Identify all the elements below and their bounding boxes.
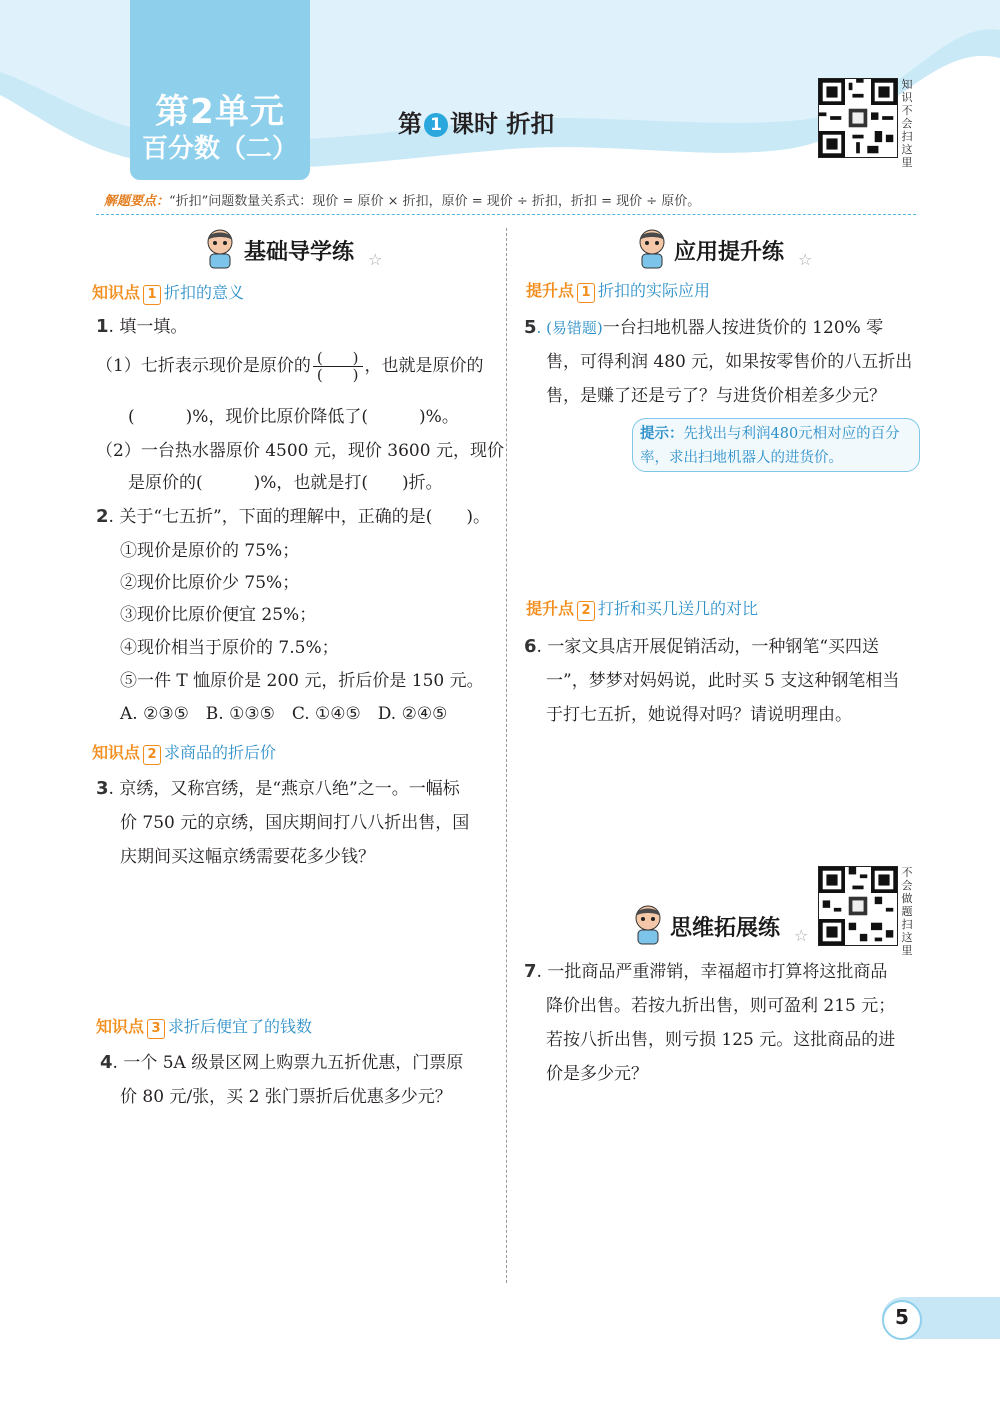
question-6-line: 一”，梦梦对妈妈说，此时买 5 支这种钢笔相当	[546, 671, 900, 691]
question-2-item: ③现价比原价便宜 25%；	[120, 605, 317, 625]
lesson-suffix: 课时 折扣	[450, 110, 555, 138]
section-title-basic: 基础导学练	[244, 240, 355, 265]
question-2-item: ⑤一件 T 恤原价是 200 元，折后价是 150 元。	[120, 671, 484, 691]
question-1-part1-cont: ( )%，现价比原价降低了( )%。	[128, 407, 459, 427]
lesson-prefix: 第	[398, 110, 422, 138]
lesson-number-badge: 1	[424, 113, 448, 137]
question-2-item: ②现价比原价少 75%；	[120, 573, 300, 593]
star-icon: ☆	[368, 250, 383, 269]
mascot-icon	[632, 228, 672, 270]
mascot-icon	[200, 228, 240, 270]
tip-label: 解题要点：	[104, 194, 170, 209]
fraction-blank[interactable]: $\frac{( )}{( )}$	[313, 350, 363, 383]
question-1-part1: （1）七折表示现价是原价的 $\frac{( )}{( )}$ ，也就是原价的	[96, 349, 484, 384]
tip-text	[104, 190, 700, 209]
qr-code-icon[interactable]	[818, 78, 898, 158]
qr-caption: 知识不会扫这里	[901, 78, 913, 169]
section-title-advanced: 应用提升练	[674, 240, 785, 265]
question-7-line: 降价出售。若按九折出售，则可盈利 215 元；	[546, 996, 896, 1016]
question-6-line: 6. 一家文具店开展促销活动，一种钢笔“买四送	[524, 636, 880, 657]
question-2-item: ①现价是原价的 75%；	[120, 541, 300, 561]
question-6-line: 于打七五折，她说得对吗？请说明理由。	[546, 705, 852, 725]
improvement-point-2: 提升点 2 打折和买几送几的对比	[526, 596, 758, 621]
qr-caption: 不会做题扫这里	[901, 866, 913, 957]
question-1-stem: 1. 填一填。	[96, 316, 188, 337]
star-icon: ☆	[798, 250, 813, 269]
question-5-line: 售，可得利润 480 元，如果按零售价的八五折出	[546, 352, 913, 372]
question-2-stem: 2. 关于“七五折”，下面的理解中，正确的是( )。	[96, 506, 490, 527]
lesson-title	[398, 104, 554, 139]
unit-subtitle: 百分数（二）	[141, 134, 298, 164]
question-1-part2-cont: 是原价的( )%，也就是打( )折。	[128, 473, 443, 493]
knowledge-point-2: 知识点 2 求商品的折后价	[92, 740, 276, 765]
question-3-line: 庆期间买这幅京绣需要花多少钱？	[120, 847, 375, 867]
qr-code-icon[interactable]	[818, 866, 898, 946]
question-3-line: 3. 京绣，又称宫绣，是“燕京八绝”之一。一幅标	[96, 778, 460, 799]
hint-label: 提示：	[640, 426, 684, 442]
question-2-item: ④现价相当于原价的 7.5%；	[120, 638, 339, 658]
question-7-line: 若按八折出售，则亏损 125 元。这批商品的进	[546, 1030, 896, 1050]
question-4-line: 价 80 元/张，买 2 张门票折后优惠多少元？	[120, 1087, 452, 1107]
question-2-options: A. ②③⑤ B. ①③⑤ C. ①④⑤ D. ②④⑤	[120, 704, 448, 724]
knowledge-point-3: 知识点 3 求折后便宜了的钱数	[96, 1014, 312, 1039]
mascot-icon	[628, 904, 668, 946]
question-5-line: 售，是赚了还是亏了？与进货价相差多少元？	[546, 386, 886, 406]
question-3-line: 价 750 元的京绣，国庆期间打八八折出售，国	[120, 813, 470, 833]
unit-title: 第2单元	[155, 92, 285, 132]
knowledge-point-1: 知识点 1 折扣的意义	[92, 280, 244, 305]
section-title-extension: 思维拓展练	[670, 916, 781, 941]
improvement-point-1: 提升点 1 折扣的实际应用	[526, 278, 710, 303]
star-icon: ☆	[794, 926, 809, 945]
hint-text	[640, 422, 915, 470]
question-1-part2: （2）一台热水器原价 4500 元，现价 3600 元，现价	[96, 441, 504, 461]
page-number: 5	[895, 1305, 909, 1329]
question-7-line: 7. 一批商品严重滞销，幸福超市打算将这批商品	[524, 961, 888, 982]
question-7-line: 价是多少元？	[546, 1064, 648, 1084]
tip-body: “折扣”问题数量关系式：现价 = 原价 × 折扣，原价 = 现价 ÷ 折扣，折扣 = 现价 ÷ 原价。	[169, 194, 701, 209]
hint-body: 先找出与利润480元相对应的百分率，求出扫地机器人的进货价。	[640, 426, 900, 466]
column-divider	[506, 228, 507, 1283]
question-5-line: 5. (易错题)一台扫地机器人按进货价的 120% 零	[524, 317, 884, 338]
question-4-line: 4. 一个 5A 级景区网上购票九五折优惠，门票原	[100, 1052, 464, 1073]
